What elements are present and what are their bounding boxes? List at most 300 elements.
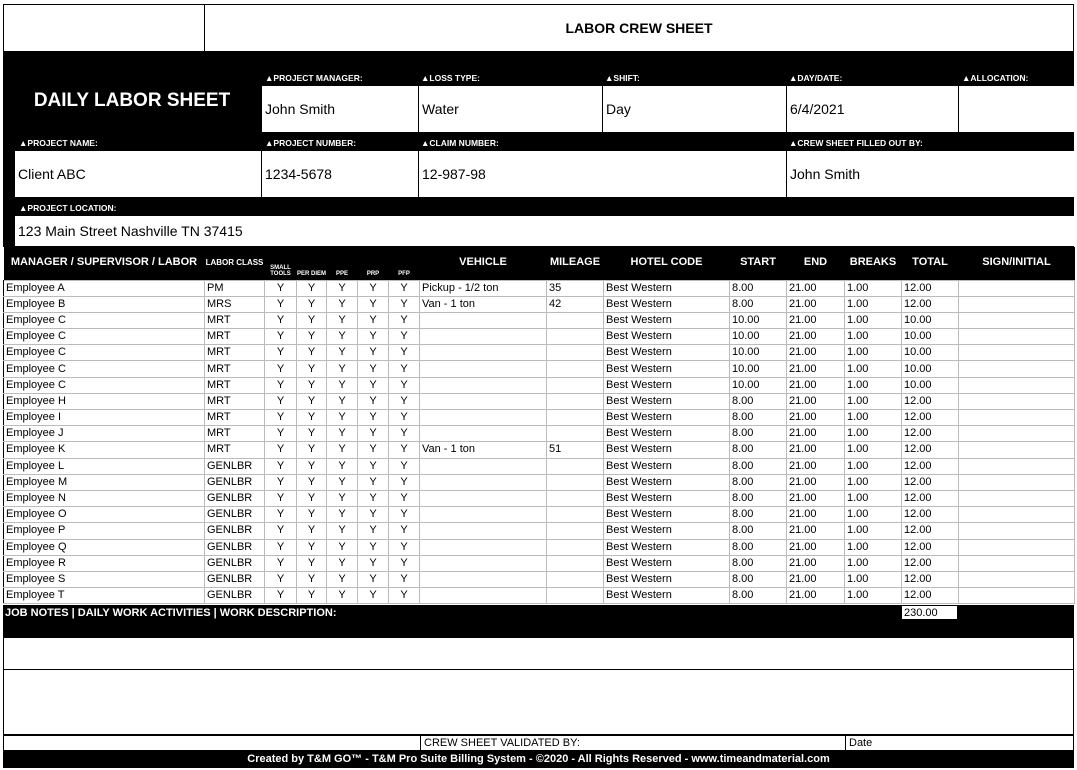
cell-prp[interactable]: Y	[358, 442, 389, 458]
cell-sign[interactable]	[959, 490, 1075, 506]
cell-sign[interactable]	[959, 329, 1075, 345]
cell-per-diem[interactable]: Y	[297, 296, 327, 312]
cell-vehicle[interactable]	[420, 410, 547, 426]
cell-sign[interactable]	[959, 312, 1075, 328]
cell-small-tools[interactable]: Y	[265, 571, 297, 587]
cell-pfp[interactable]: Y	[389, 345, 420, 361]
cell-mileage[interactable]	[547, 393, 604, 409]
cell-breaks[interactable]: 1.00	[845, 393, 902, 409]
cell-start[interactable]: 10.00	[730, 329, 787, 345]
cell-name[interactable]: Employee K	[4, 442, 205, 458]
cell-mileage[interactable]	[547, 555, 604, 571]
cell-pfp[interactable]: Y	[389, 458, 420, 474]
cell-total[interactable]: 12.00	[902, 296, 959, 312]
cell-sign[interactable]	[959, 296, 1075, 312]
cell-start[interactable]: 8.00	[730, 442, 787, 458]
cell-prp[interactable]: Y	[358, 588, 389, 604]
cell-prp[interactable]: Y	[358, 507, 389, 523]
cell-start[interactable]: 8.00	[730, 588, 787, 604]
cell-per-diem[interactable]: Y	[297, 426, 327, 442]
cell-start[interactable]: 8.00	[730, 539, 787, 555]
cell-pfp[interactable]: Y	[389, 539, 420, 555]
cell-prp[interactable]: Y	[358, 539, 389, 555]
cell-name[interactable]: Employee J	[4, 426, 205, 442]
cell-vehicle[interactable]	[420, 361, 547, 377]
cell-per-diem[interactable]: Y	[297, 377, 327, 393]
cell-vehicle[interactable]	[420, 539, 547, 555]
cell-total[interactable]: 10.00	[902, 312, 959, 328]
cell-breaks[interactable]: 1.00	[845, 442, 902, 458]
cell-breaks[interactable]: 1.00	[845, 312, 902, 328]
cell-mileage[interactable]	[547, 377, 604, 393]
cell-total[interactable]: 10.00	[902, 345, 959, 361]
project-manager-field[interactable]: John Smith	[262, 86, 418, 132]
cell-ppe[interactable]: Y	[327, 361, 358, 377]
cell-labor-class[interactable]: MRT	[205, 377, 265, 393]
cell-total[interactable]: 10.00	[902, 377, 959, 393]
cell-ppe[interactable]: Y	[327, 296, 358, 312]
cell-per-diem[interactable]: Y	[297, 523, 327, 539]
cell-sign[interactable]	[959, 426, 1075, 442]
cell-vehicle[interactable]	[420, 571, 547, 587]
cell-labor-class[interactable]: GENLBR	[205, 490, 265, 506]
cell-name[interactable]: Employee O	[4, 507, 205, 523]
cell-ppe[interactable]: Y	[327, 345, 358, 361]
cell-breaks[interactable]: 1.00	[845, 571, 902, 587]
cell-small-tools[interactable]: Y	[265, 458, 297, 474]
cell-breaks[interactable]: 1.00	[845, 523, 902, 539]
cell-hotel-code[interactable]: Best Western	[604, 280, 730, 296]
cell-mileage[interactable]	[547, 329, 604, 345]
cell-prp[interactable]: Y	[358, 410, 389, 426]
cell-end[interactable]: 21.00	[787, 507, 845, 523]
cell-mileage[interactable]	[547, 523, 604, 539]
cell-sign[interactable]	[959, 571, 1075, 587]
cell-per-diem[interactable]: Y	[297, 458, 327, 474]
cell-breaks[interactable]: 1.00	[845, 377, 902, 393]
cell-vehicle[interactable]: Van - 1 ton	[420, 296, 547, 312]
cell-sign[interactable]	[959, 393, 1075, 409]
cell-pfp[interactable]: Y	[389, 296, 420, 312]
cell-total[interactable]: 12.00	[902, 588, 959, 604]
cell-ppe[interactable]: Y	[327, 410, 358, 426]
cell-pfp[interactable]: Y	[389, 588, 420, 604]
cell-labor-class[interactable]: GENLBR	[205, 555, 265, 571]
cell-labor-class[interactable]: GENLBR	[205, 507, 265, 523]
cell-end[interactable]: 21.00	[787, 393, 845, 409]
cell-ppe[interactable]: Y	[327, 523, 358, 539]
cell-prp[interactable]: Y	[358, 345, 389, 361]
cell-name[interactable]: Employee C	[4, 312, 205, 328]
cell-start[interactable]: 8.00	[730, 490, 787, 506]
cell-pfp[interactable]: Y	[389, 377, 420, 393]
cell-labor-class[interactable]: GENLBR	[205, 588, 265, 604]
cell-per-diem[interactable]: Y	[297, 490, 327, 506]
cell-name[interactable]: Employee H	[4, 393, 205, 409]
cell-mileage[interactable]: 35	[547, 280, 604, 296]
cell-mileage[interactable]	[547, 507, 604, 523]
cell-labor-class[interactable]: GENLBR	[205, 458, 265, 474]
claim-number-field[interactable]: 12-987-98	[419, 151, 786, 197]
cell-small-tools[interactable]: Y	[265, 329, 297, 345]
cell-breaks[interactable]: 1.00	[845, 296, 902, 312]
cell-prp[interactable]: Y	[358, 393, 389, 409]
cell-name[interactable]: Employee S	[4, 571, 205, 587]
cell-hotel-code[interactable]: Best Western	[604, 312, 730, 328]
note-line-2[interactable]	[3, 670, 1074, 703]
cell-hotel-code[interactable]: Best Western	[604, 345, 730, 361]
cell-end[interactable]: 21.00	[787, 296, 845, 312]
cell-ppe[interactable]: Y	[327, 555, 358, 571]
cell-sign[interactable]	[959, 280, 1075, 296]
cell-hotel-code[interactable]: Best Western	[604, 523, 730, 539]
cell-pfp[interactable]: Y	[389, 329, 420, 345]
cell-labor-class[interactable]: PM	[205, 280, 265, 296]
cell-start[interactable]: 8.00	[730, 280, 787, 296]
cell-name[interactable]: Employee N	[4, 490, 205, 506]
date-field[interactable]	[845, 736, 1073, 750]
cell-pfp[interactable]: Y	[389, 361, 420, 377]
cell-per-diem[interactable]: Y	[297, 571, 327, 587]
cell-breaks[interactable]: 1.00	[845, 507, 902, 523]
cell-name[interactable]: Employee M	[4, 474, 205, 490]
cell-sign[interactable]	[959, 523, 1075, 539]
cell-vehicle[interactable]	[420, 426, 547, 442]
cell-small-tools[interactable]: Y	[265, 345, 297, 361]
shift-field[interactable]: Day	[603, 86, 786, 132]
cell-prp[interactable]: Y	[358, 296, 389, 312]
day-date-field[interactable]: 6/4/2021	[787, 86, 958, 132]
cell-hotel-code[interactable]: Best Western	[604, 571, 730, 587]
cell-labor-class[interactable]: MRT	[205, 361, 265, 377]
cell-sign[interactable]	[959, 588, 1075, 604]
cell-start[interactable]: 8.00	[730, 555, 787, 571]
cell-start[interactable]: 10.00	[730, 345, 787, 361]
cell-ppe[interactable]: Y	[327, 329, 358, 345]
cell-hotel-code[interactable]: Best Western	[604, 458, 730, 474]
cell-mileage[interactable]	[547, 539, 604, 555]
cell-per-diem[interactable]: Y	[297, 329, 327, 345]
cell-ppe[interactable]: Y	[327, 571, 358, 587]
validated-by-field[interactable]	[420, 736, 845, 750]
cell-hotel-code[interactable]: Best Western	[604, 296, 730, 312]
cell-vehicle[interactable]	[420, 490, 547, 506]
cell-ppe[interactable]: Y	[327, 490, 358, 506]
cell-vehicle[interactable]	[420, 377, 547, 393]
cell-ppe[interactable]: Y	[327, 280, 358, 296]
cell-small-tools[interactable]: Y	[265, 539, 297, 555]
cell-small-tools[interactable]: Y	[265, 377, 297, 393]
cell-name[interactable]: Employee I	[4, 410, 205, 426]
cell-prp[interactable]: Y	[358, 474, 389, 490]
cell-name[interactable]: Employee R	[4, 555, 205, 571]
cell-hotel-code[interactable]: Best Western	[604, 329, 730, 345]
cell-start[interactable]: 8.00	[730, 458, 787, 474]
cell-vehicle[interactable]	[420, 329, 547, 345]
cell-hotel-code[interactable]: Best Western	[604, 588, 730, 604]
cell-total[interactable]: 12.00	[902, 458, 959, 474]
cell-pfp[interactable]: Y	[389, 507, 420, 523]
cell-end[interactable]: 21.00	[787, 442, 845, 458]
cell-mileage[interactable]	[547, 474, 604, 490]
cell-breaks[interactable]: 1.00	[845, 410, 902, 426]
cell-total[interactable]: 12.00	[902, 507, 959, 523]
cell-breaks[interactable]: 1.00	[845, 474, 902, 490]
cell-vehicle[interactable]	[420, 312, 547, 328]
cell-name[interactable]: Employee C	[4, 329, 205, 345]
cell-vehicle[interactable]	[420, 393, 547, 409]
cell-pfp[interactable]: Y	[389, 571, 420, 587]
cell-sign[interactable]	[959, 345, 1075, 361]
cell-mileage[interactable]	[547, 410, 604, 426]
cell-labor-class[interactable]: GENLBR	[205, 474, 265, 490]
cell-sign[interactable]	[959, 377, 1075, 393]
cell-small-tools[interactable]: Y	[265, 523, 297, 539]
cell-prp[interactable]: Y	[358, 377, 389, 393]
cell-labor-class[interactable]: GENLBR	[205, 571, 265, 587]
cell-hotel-code[interactable]: Best Western	[604, 539, 730, 555]
cell-small-tools[interactable]: Y	[265, 474, 297, 490]
cell-start[interactable]: 8.00	[730, 393, 787, 409]
cell-per-diem[interactable]: Y	[297, 442, 327, 458]
cell-per-diem[interactable]: Y	[297, 539, 327, 555]
cell-per-diem[interactable]: Y	[297, 507, 327, 523]
cell-end[interactable]: 21.00	[787, 490, 845, 506]
cell-small-tools[interactable]: Y	[265, 442, 297, 458]
cell-labor-class[interactable]: MRT	[205, 329, 265, 345]
cell-pfp[interactable]: Y	[389, 410, 420, 426]
cell-ppe[interactable]: Y	[327, 458, 358, 474]
cell-pfp[interactable]: Y	[389, 523, 420, 539]
cell-end[interactable]: 21.00	[787, 410, 845, 426]
cell-end[interactable]: 21.00	[787, 329, 845, 345]
cell-total[interactable]: 12.00	[902, 410, 959, 426]
cell-ppe[interactable]: Y	[327, 393, 358, 409]
cell-vehicle[interactable]	[420, 555, 547, 571]
cell-end[interactable]: 21.00	[787, 588, 845, 604]
cell-per-diem[interactable]: Y	[297, 312, 327, 328]
cell-small-tools[interactable]: Y	[265, 393, 297, 409]
cell-small-tools[interactable]: Y	[265, 361, 297, 377]
cell-name[interactable]: Employee B	[4, 296, 205, 312]
cell-end[interactable]: 21.00	[787, 361, 845, 377]
filled-by-field[interactable]: John Smith	[787, 151, 1074, 197]
cell-hotel-code[interactable]: Best Western	[604, 410, 730, 426]
cell-per-diem[interactable]: Y	[297, 393, 327, 409]
cell-prp[interactable]: Y	[358, 555, 389, 571]
cell-total[interactable]: 12.00	[902, 539, 959, 555]
cell-breaks[interactable]: 1.00	[845, 280, 902, 296]
cell-breaks[interactable]: 1.00	[845, 539, 902, 555]
note-line-1[interactable]	[3, 637, 1074, 670]
cell-total[interactable]: 12.00	[902, 523, 959, 539]
cell-mileage[interactable]	[547, 361, 604, 377]
cell-hotel-code[interactable]: Best Western	[604, 507, 730, 523]
cell-hotel-code[interactable]: Best Western	[604, 377, 730, 393]
cell-ppe[interactable]: Y	[327, 588, 358, 604]
cell-ppe[interactable]: Y	[327, 474, 358, 490]
cell-mileage[interactable]	[547, 571, 604, 587]
cell-small-tools[interactable]: Y	[265, 555, 297, 571]
cell-small-tools[interactable]: Y	[265, 507, 297, 523]
cell-end[interactable]: 21.00	[787, 523, 845, 539]
cell-sign[interactable]	[959, 361, 1075, 377]
cell-start[interactable]: 8.00	[730, 571, 787, 587]
cell-name[interactable]: Employee C	[4, 361, 205, 377]
cell-ppe[interactable]: Y	[327, 377, 358, 393]
cell-total[interactable]: 10.00	[902, 361, 959, 377]
cell-per-diem[interactable]: Y	[297, 345, 327, 361]
cell-labor-class[interactable]: MRT	[205, 410, 265, 426]
cell-name[interactable]: Employee A	[4, 280, 205, 296]
cell-small-tools[interactable]: Y	[265, 312, 297, 328]
cell-labor-class[interactable]: MRT	[205, 393, 265, 409]
cell-vehicle[interactable]: Pickup - 1/2 ton	[420, 280, 547, 296]
loss-type-field[interactable]: Water	[419, 86, 602, 132]
cell-small-tools[interactable]: Y	[265, 410, 297, 426]
cell-total[interactable]: 10.00	[902, 329, 959, 345]
cell-breaks[interactable]: 1.00	[845, 345, 902, 361]
cell-mileage[interactable]: 51	[547, 442, 604, 458]
cell-prp[interactable]: Y	[358, 312, 389, 328]
cell-prp[interactable]: Y	[358, 571, 389, 587]
cell-per-diem[interactable]: Y	[297, 361, 327, 377]
cell-end[interactable]: 21.00	[787, 474, 845, 490]
cell-sign[interactable]	[959, 442, 1075, 458]
cell-prp[interactable]: Y	[358, 280, 389, 296]
cell-pfp[interactable]: Y	[389, 426, 420, 442]
cell-mileage[interactable]	[547, 426, 604, 442]
cell-mileage[interactable]	[547, 458, 604, 474]
cell-pfp[interactable]: Y	[389, 555, 420, 571]
cell-sign[interactable]	[959, 555, 1075, 571]
cell-ppe[interactable]: Y	[327, 442, 358, 458]
cell-mileage[interactable]	[547, 312, 604, 328]
cell-start[interactable]: 10.00	[730, 361, 787, 377]
project-name-field[interactable]: Client ABC	[15, 151, 261, 197]
project-number-field[interactable]: 1234-5678	[262, 151, 418, 197]
cell-name[interactable]: Employee L	[4, 458, 205, 474]
cell-vehicle[interactable]	[420, 458, 547, 474]
cell-breaks[interactable]: 1.00	[845, 426, 902, 442]
cell-breaks[interactable]: 1.00	[845, 555, 902, 571]
cell-mileage[interactable]	[547, 490, 604, 506]
cell-total[interactable]: 12.00	[902, 490, 959, 506]
cell-prp[interactable]: Y	[358, 426, 389, 442]
cell-vehicle[interactable]	[420, 474, 547, 490]
cell-start[interactable]: 8.00	[730, 523, 787, 539]
cell-ppe[interactable]: Y	[327, 539, 358, 555]
cell-pfp[interactable]: Y	[389, 474, 420, 490]
cell-labor-class[interactable]: MRT	[205, 426, 265, 442]
cell-mileage[interactable]	[547, 588, 604, 604]
cell-name[interactable]: Employee C	[4, 377, 205, 393]
cell-prp[interactable]: Y	[358, 361, 389, 377]
cell-labor-class[interactable]: MRS	[205, 296, 265, 312]
cell-breaks[interactable]: 1.00	[845, 490, 902, 506]
cell-end[interactable]: 21.00	[787, 377, 845, 393]
cell-sign[interactable]	[959, 539, 1075, 555]
allocation-field[interactable]	[959, 86, 1074, 132]
cell-hotel-code[interactable]: Best Western	[604, 442, 730, 458]
cell-hotel-code[interactable]: Best Western	[604, 426, 730, 442]
cell-labor-class[interactable]: MRT	[205, 345, 265, 361]
cell-pfp[interactable]: Y	[389, 312, 420, 328]
cell-labor-class[interactable]: GENLBR	[205, 539, 265, 555]
cell-mileage[interactable]	[547, 345, 604, 361]
cell-pfp[interactable]: Y	[389, 393, 420, 409]
cell-vehicle[interactable]	[420, 345, 547, 361]
cell-total[interactable]: 12.00	[902, 555, 959, 571]
cell-hotel-code[interactable]: Best Western	[604, 393, 730, 409]
cell-start[interactable]: 10.00	[730, 312, 787, 328]
cell-start[interactable]: 8.00	[730, 507, 787, 523]
cell-pfp[interactable]: Y	[389, 280, 420, 296]
cell-total[interactable]: 12.00	[902, 426, 959, 442]
cell-per-diem[interactable]: Y	[297, 410, 327, 426]
cell-breaks[interactable]: 1.00	[845, 458, 902, 474]
cell-breaks[interactable]: 1.00	[845, 361, 902, 377]
cell-total[interactable]: 12.00	[902, 393, 959, 409]
cell-end[interactable]: 21.00	[787, 539, 845, 555]
cell-start[interactable]: 8.00	[730, 410, 787, 426]
cell-vehicle[interactable]: Van - 1 ton	[420, 442, 547, 458]
cell-labor-class[interactable]: MRT	[205, 312, 265, 328]
cell-prp[interactable]: Y	[358, 458, 389, 474]
cell-end[interactable]: 21.00	[787, 426, 845, 442]
cell-per-diem[interactable]: Y	[297, 280, 327, 296]
cell-total[interactable]: 12.00	[902, 442, 959, 458]
cell-start[interactable]: 8.00	[730, 426, 787, 442]
cell-sign[interactable]	[959, 458, 1075, 474]
cell-sign[interactable]	[959, 474, 1075, 490]
cell-end[interactable]: 21.00	[787, 555, 845, 571]
cell-vehicle[interactable]	[420, 523, 547, 539]
cell-end[interactable]: 21.00	[787, 312, 845, 328]
cell-ppe[interactable]: Y	[327, 426, 358, 442]
cell-hotel-code[interactable]: Best Western	[604, 474, 730, 490]
cell-ppe[interactable]: Y	[327, 312, 358, 328]
cell-vehicle[interactable]	[420, 588, 547, 604]
cell-labor-class[interactable]: GENLBR	[205, 523, 265, 539]
cell-pfp[interactable]: Y	[389, 442, 420, 458]
cell-pfp[interactable]: Y	[389, 490, 420, 506]
cell-start[interactable]: 8.00	[730, 474, 787, 490]
cell-per-diem[interactable]: Y	[297, 555, 327, 571]
cell-vehicle[interactable]	[420, 507, 547, 523]
cell-mileage[interactable]: 42	[547, 296, 604, 312]
cell-total[interactable]: 12.00	[902, 571, 959, 587]
cell-end[interactable]: 21.00	[787, 458, 845, 474]
cell-per-diem[interactable]: Y	[297, 588, 327, 604]
cell-breaks[interactable]: 1.00	[845, 329, 902, 345]
cell-prp[interactable]: Y	[358, 490, 389, 506]
cell-small-tools[interactable]: Y	[265, 426, 297, 442]
cell-name[interactable]: Employee T	[4, 588, 205, 604]
cell-total[interactable]: 12.00	[902, 474, 959, 490]
cell-small-tools[interactable]: Y	[265, 588, 297, 604]
cell-hotel-code[interactable]: Best Western	[604, 490, 730, 506]
cell-hotel-code[interactable]: Best Western	[604, 555, 730, 571]
cell-name[interactable]: Employee Q	[4, 539, 205, 555]
cell-labor-class[interactable]: MRT	[205, 442, 265, 458]
project-location-field[interactable]: 123 Main Street Nashville TN 37415	[15, 216, 1074, 246]
cell-breaks[interactable]: 1.00	[845, 588, 902, 604]
cell-name[interactable]: Employee C	[4, 345, 205, 361]
cell-ppe[interactable]: Y	[327, 507, 358, 523]
cell-prp[interactable]: Y	[358, 329, 389, 345]
cell-prp[interactable]: Y	[358, 523, 389, 539]
